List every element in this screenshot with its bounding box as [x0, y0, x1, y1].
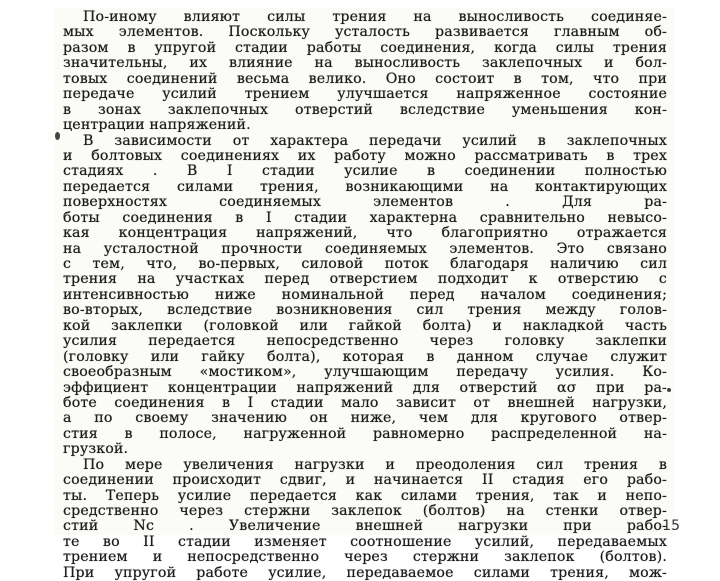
- text-line: боты соединения в I стадии характерна сравнительно невысо-: [63, 210, 667, 226]
- text-line: разом в упругой стадии работы соединения, когда силы трения: [63, 40, 667, 56]
- text-line: трения на участках перед отверстием подходит к отверстию с: [63, 272, 667, 288]
- text-line: трением и непосредственно через стержни заклепок (болтов).: [63, 550, 667, 566]
- text-line: своеобразным «мостиком», улучшающим передачу усилия. Ко-: [63, 365, 667, 381]
- text-line: средственно через стержни заклепок (болтов) на стенки отвер-: [63, 504, 667, 519]
- text-line: поверхностях соединяемых элементов . Для ра-: [63, 195, 667, 211]
- text-line: кой заклепки (головкой или гайкой болта) и накладкой часть: [63, 318, 667, 334]
- text-line: центрации напряжений.: [63, 118, 251, 134]
- text-line: (головку или гайку болта), которая в данном случае служит: [63, 349, 667, 365]
- text-line: во-вторых, вследствие возникновения сил трения между голов-: [63, 303, 667, 319]
- text-line: соединении происходит сдвиг, и начинается II стадия его рабо-: [63, 473, 667, 489]
- text-line: и болтовых соединениях их работу можно рассматривать в трех: [63, 148, 667, 164]
- text-line: По мере увеличения нагрузки и преодоления сил трения в: [83, 457, 667, 473]
- text-line: интенсивностью ниже номинальной перед началом соединения;: [63, 287, 667, 303]
- text-line: передаче усилий трением улучшается напряженное состояние: [63, 87, 667, 103]
- text-line: грузкой.: [63, 442, 129, 458]
- text-line: те во II стадии изменяет соотношение усилий, передаваемых: [63, 534, 667, 550]
- text-line: а по своему значению он ниже, чем для кругового отвер-: [63, 411, 667, 427]
- text-line: эффициент концентрации напряжений для отверстий ασ при ра-: [63, 380, 667, 396]
- text-line: стий Nс . Увеличение внешней нагрузки при рабо-: [63, 519, 667, 535]
- text-line: При упругой работе усилие, передаваемое силами трения, мож-: [63, 565, 667, 581]
- text-line: передается силами трения, возникающими на контактирующих: [63, 179, 667, 195]
- scan-speck: [55, 132, 60, 140]
- page-text: [63, 10, 667, 581]
- scan-speck: [667, 388, 671, 392]
- page-number: 15: [662, 518, 680, 534]
- text-line: на усталостной прочности соединяемых элементов. Это связано: [63, 241, 667, 257]
- text-line: боте соединения в I стадии мало зависит от внешней нагрузки,: [63, 395, 667, 411]
- text-line: ты. Теперь усилие передается как силами трения, так и непо-: [63, 488, 667, 504]
- text-line: кая концентрация напряжений, что благоприятно отражается: [63, 226, 667, 242]
- text-line: стадиях . В I стадии усилие в соединении полностью: [63, 164, 667, 180]
- text-line: значительны, их влияние на выносливость заклепочных и бол-: [63, 56, 667, 72]
- text-line: в зонах заклепочных отверстий вследствие уменьшения кон-: [63, 102, 667, 118]
- text-line: мых элементов. Поскольку усталость развивается главным об-: [63, 25, 667, 41]
- text-line: усилия передается непосредственно через головку заклепки: [63, 334, 667, 350]
- text-line: По-иному влияют силы трения на выносливость соединяе-: [83, 10, 667, 25]
- text-line: с тем, что, во-первых, силовой поток благодаря наличию сил: [63, 257, 667, 272]
- text-line: В зависимости от характера передачи усилий в заклепочных: [83, 133, 667, 149]
- text-line: товых соединений весьма велико. Оно состоит в том, что при: [63, 71, 667, 87]
- text-line: стия в полосе, нагруженной равномерно распределенной на-: [63, 426, 667, 442]
- scanned-page: [55, 8, 675, 581]
